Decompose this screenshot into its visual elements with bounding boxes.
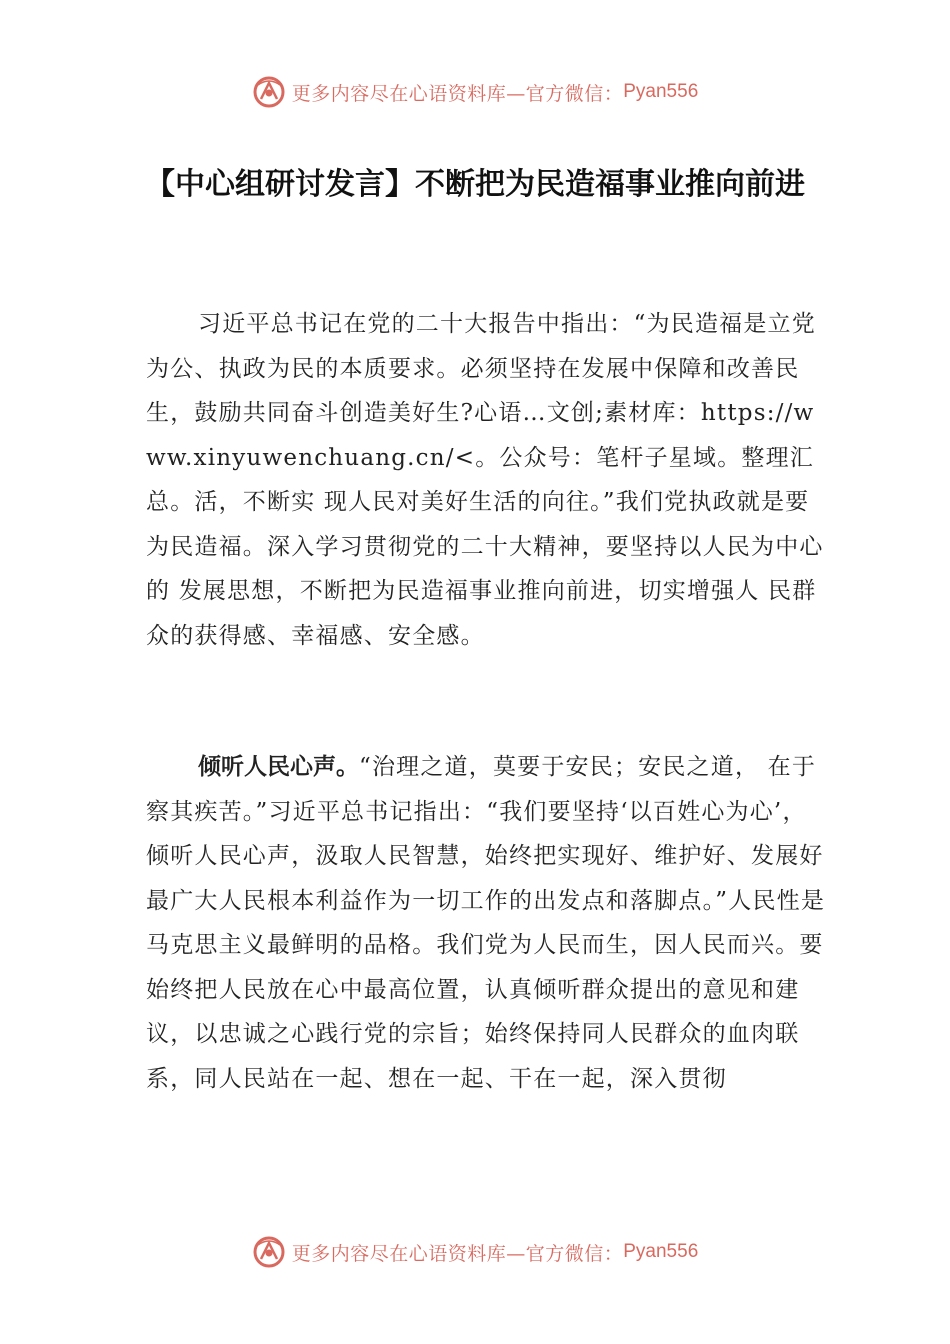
banner-wechat-id: Pyan556 bbox=[623, 1241, 699, 1262]
paragraph-lead: 倾听人民心声。 bbox=[198, 754, 359, 780]
banner-wechat-id: Pyan556 bbox=[623, 81, 699, 102]
footer-banner bbox=[0, 1232, 950, 1272]
seal-logo-icon bbox=[252, 1235, 286, 1269]
body-paragraph bbox=[146, 745, 826, 1101]
body-paragraph: 习近平总书记在党的二十大报告中指出：“为民造福是立党为公、执政为民的本质要求。必须坚持在发展中保障和改善民生，鼓励共同奋斗创造美好生?心语…文创;素材库：https://www.xinyuwenchuang.cn/<。公众号：笔杆子星域。整理汇总。活，不断实 现人民对美好生活的向往。”我们党执政就是要为民造福。深入学习贯彻党的二十大精神，要坚持以人民为中心的 发展思想，不断把为民造福事业推向前进，切实增强人 民群众的获得感、幸福感、安全感。 bbox=[146, 311, 824, 649]
header-banner bbox=[0, 72, 950, 112]
paragraph-body: “治理之道，莫要于安民；安民之道， 在于察其疾苦。”习近平总书记指出：“我们要坚持‘以百姓心为心’，倾听人民心声，汲取人民智慧，始终把实现好、维护好、发展好最广大人民根本利益作为一切工作的出发点和落脚点。”人民性是马克思主义最鲜明的品格。我们党为人民而生，因人民而兴。要始终把人民放在心中最高位置，认真倾听群众提出的意见和建议，以忠诚之心践行党的宗旨；始终保持同人民群众的血肉联系，同人民站在一起、想在一起、干在一起，深入贯彻 bbox=[146, 754, 826, 1092]
banner-text: 更多内容尽在心语资料库—官方微信： bbox=[291, 1242, 624, 1265]
seal-logo-icon bbox=[252, 75, 286, 109]
banner-text: 更多内容尽在心语资料库—官方微信： bbox=[291, 82, 624, 105]
page-title: 【中心组研讨发言】不断把为民造福事业推向前进 bbox=[145, 167, 805, 202]
